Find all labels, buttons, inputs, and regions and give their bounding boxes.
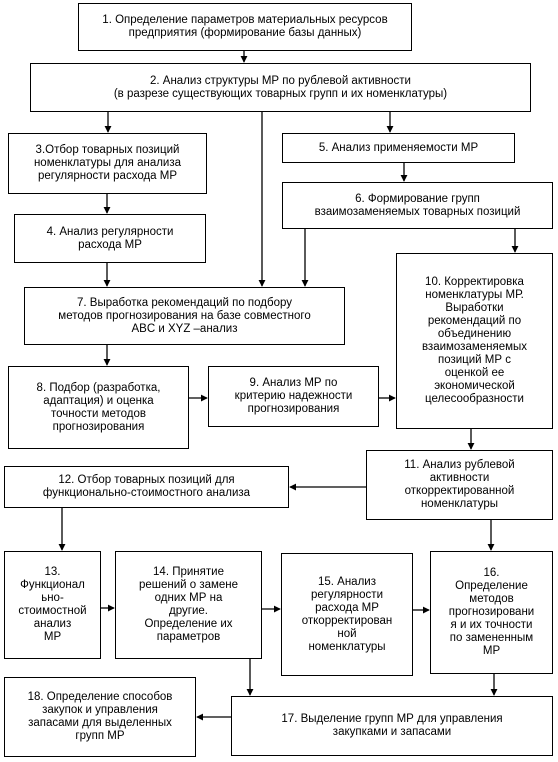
step-5-box: 5. Анализ применяемости МР (282, 133, 515, 163)
step-14-box: 14. Принятие решений о замене одних МР на другие. Определение их параметров (115, 551, 262, 659)
step-10-box: 10. Корректировка номенклатуры МР. Выработки рекомендаций по объединению взаимозаменяемых позиций МР с оценкой ее экономической целесообразности (396, 253, 553, 429)
step-9-box: 9. Анализ МР по критерию надежности прогнозирования (208, 366, 379, 427)
step-7-box: 7. Выработка рекомендаций по подбору методов прогнозирования на базе совместного ABC и XYZ –анализ (24, 287, 345, 345)
step-4-box: 4. Анализ регулярности расхода МР (14, 214, 206, 263)
step-1-box: 1. Определение параметров материальных ресурсов предприятия (формирование базы данных) (78, 3, 412, 51)
step-6-box: 6. Формирование групп взаимозаменяемых товарных позиций (282, 182, 553, 229)
step-8-box: 8. Подбор (разработка, адаптация) и оценка точности методов прогнозирования (8, 366, 189, 449)
step-15-box: 15. Анализ регулярности расхода МР откорректирован ной номенклатуры (281, 553, 413, 676)
step-18-box: 18. Определение способов закупок и управления запасами для выделенных групп МР (4, 677, 196, 757)
step-2-box: 2. Анализ структуры МР по рублевой активности (в разрезе существующих товарных групп и их номенклатуры) (30, 63, 531, 112)
step-11-box: 11. Анализ рублевой активности откорректированной номенклатуры (366, 450, 553, 520)
step-12-box: 12. Отбор товарных позиций для функционально-стоимостного анализа (4, 466, 289, 508)
step-3-box: 3.Отбор товарных позиций номенклатуры для анализа регулярности расхода МР (8, 133, 207, 194)
step-17-box: 17. Выделение групп МР для управления закупками и запасами (231, 696, 553, 756)
step-13-box: 13. Функционал ьно- стоимостной анализ МР (4, 551, 101, 659)
step-16-box: 16. Определение методов прогнозировани я и их точности по замененным МР (430, 551, 553, 674)
